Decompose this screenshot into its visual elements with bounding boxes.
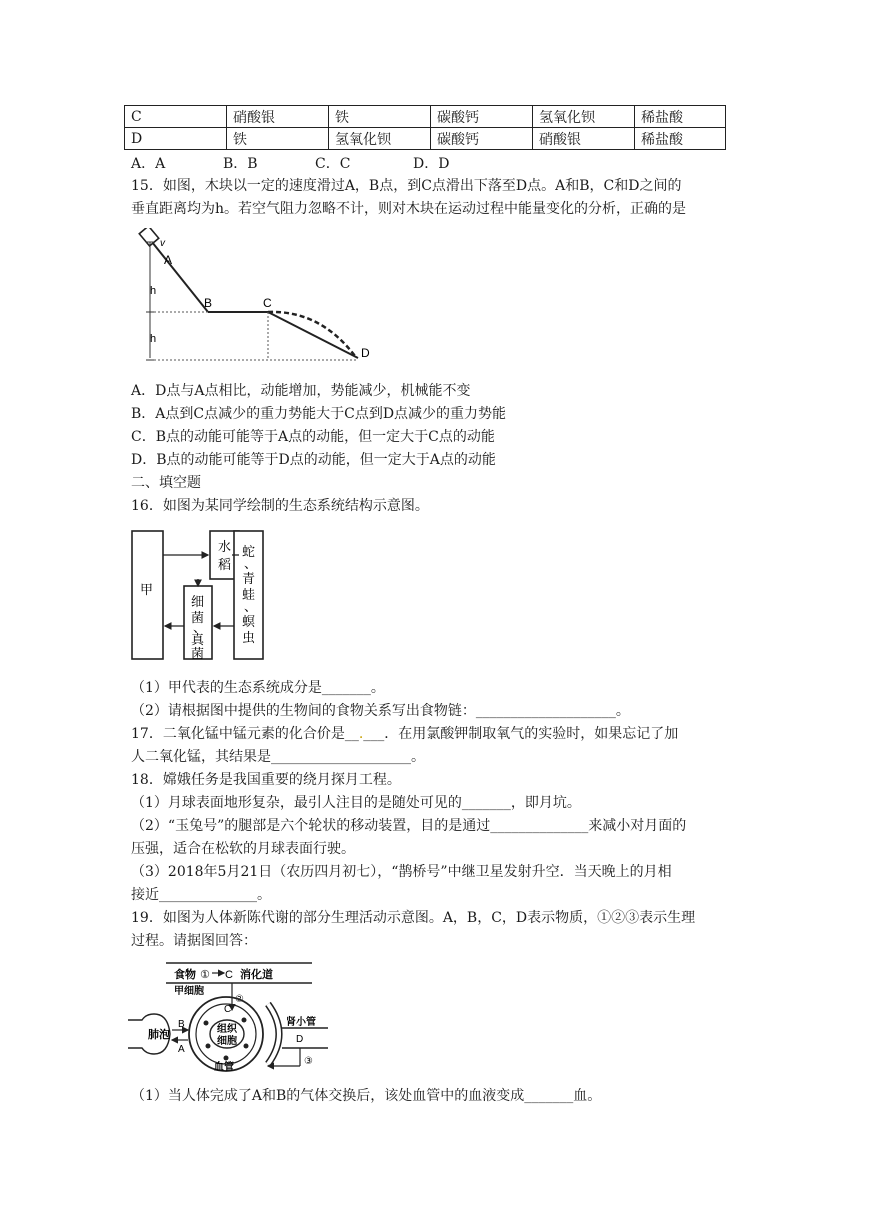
choice-c: C．C	[315, 156, 351, 172]
q14-choices	[131, 154, 449, 174]
svg-text:D: D	[296, 1034, 304, 1045]
svg-text:D: D	[361, 346, 370, 360]
svg-text:、: 、	[193, 620, 207, 635]
table-cell: 硝酸银	[227, 106, 329, 128]
table-cell: 铁	[227, 128, 329, 150]
table-cell: C	[125, 106, 227, 128]
svg-text:甲细胞: 甲细胞	[174, 986, 204, 997]
svg-text:蛙: 蛙	[242, 587, 256, 602]
table-cell: 硝酸银	[533, 128, 635, 150]
table-row	[125, 106, 726, 128]
q19-stem-line2: 过程。请据图回答：	[131, 933, 257, 949]
svg-text:血管: 血管	[214, 1062, 234, 1073]
q18-sub3-line1: （3）2018年5月21日（农历四月初七），“鹊桥号”中继卫星发射升空．当天晚上的月相	[131, 864, 672, 880]
q19-stem-line1: 19．如图为人体新陈代谢的部分生理活动示意图。A，B，C，D表示物质，①②③表示生理	[131, 910, 696, 926]
table-cell: D	[125, 128, 227, 150]
q17-line2: 人二氧化锰，其结果是____________________。	[131, 749, 425, 765]
svg-text:组织: 组织	[217, 1024, 237, 1035]
svg-text:C: C	[225, 969, 233, 981]
q15-option-a: A．D点与A点相比，动能增加，势能减少，机械能不变	[131, 383, 471, 399]
q19-figure	[128, 958, 368, 1080]
svg-text:A: A	[164, 253, 173, 267]
svg-text:v: v	[160, 238, 165, 249]
svg-text:螟: 螟	[242, 614, 256, 629]
svg-text:肾小管: 肾小管	[286, 1017, 316, 1028]
q17-line1: 17．二氧化锰中锰元素的化合价是__.___．在用氯酸钾制取氧气的实验时，如果忘记了加	[131, 726, 679, 742]
svg-text:细: 细	[191, 594, 205, 609]
q15-option-c: C．B点的动能可能等于A点的动能，但一定大于C点的动能	[131, 429, 495, 445]
table-cell: 稀盐酸	[635, 106, 726, 128]
table-cell: 氢氧化钡	[533, 106, 635, 128]
svg-text:菌: 菌	[191, 610, 205, 625]
q18-sub1: （1）月球表面地形复杂，最引人注目的是随处可见的_______，即月坑。	[131, 795, 581, 811]
svg-text:稻: 稻	[218, 557, 232, 572]
svg-text:细胞: 细胞	[217, 1036, 237, 1047]
svg-text:肺泡: 肺泡	[148, 1029, 170, 1041]
answer-table	[124, 105, 726, 150]
q15-stem-line1: 15．如图，木块以一定的速度滑过A，B点，到C点滑出下落至D点。A和B，C和D之间的	[131, 178, 682, 194]
q18-sub2-line1: （2）“玉兔号”的腿部是六个轮状的移动装置，目的是通过______________来减小对月面的	[131, 818, 687, 834]
q15-figure	[130, 228, 390, 370]
svg-text:真: 真	[191, 632, 205, 647]
svg-text:h: h	[150, 333, 157, 345]
q15-option-d: D．B点的动能可能等于D点的动能，但一定大于A点的动能	[131, 452, 496, 468]
table-cell: 稀盐酸	[635, 128, 726, 150]
svg-text:②: ②	[235, 994, 244, 1005]
q16-sub1: （1）甲代表的生态系统成分是_______。	[131, 680, 385, 696]
q16-stem: 16．如图为某同学绘制的生态系统结构示意图。	[131, 498, 429, 514]
table-cell: 碳酸钙	[431, 106, 533, 128]
svg-text:C: C	[224, 1004, 232, 1015]
svg-text:蛇: 蛇	[242, 544, 256, 559]
svg-text:A: A	[178, 1044, 185, 1055]
svg-text:B: B	[204, 296, 213, 310]
q18-sub2-line2: 压强，适合在松软的月球表面行驶。	[131, 841, 355, 857]
choice-d: D．D	[413, 156, 450, 172]
svg-text:食物: 食物	[174, 969, 196, 981]
q19-sub1: （1）当人体完成了A和B的气体交换后，该处血管中的血液变成_______血。	[131, 1088, 602, 1104]
choice-a: A．A	[131, 156, 166, 172]
svg-text:水: 水	[218, 539, 232, 554]
svg-text:h: h	[150, 285, 157, 297]
svg-text:B: B	[178, 1019, 185, 1030]
q15-stem-line2: 垂直距离均为h。若空气阻力忽略不计，则对木块在运动过程中能量变化的分析，正确的是	[131, 201, 687, 217]
q15-option-b: B．A点到C点减少的重力势能大于C点到D点减少的重力势能	[131, 406, 507, 422]
table-cell: 铁	[329, 106, 431, 128]
svg-text:、: 、	[244, 599, 258, 614]
svg-text:青: 青	[242, 571, 256, 586]
choice-b: B．B	[223, 156, 258, 172]
q18-sub3-line2: 接近______________。	[131, 887, 271, 903]
q18-stem: 18．嫦娥任务是我国重要的绕月探月工程。	[131, 772, 401, 788]
svg-text:③: ③	[304, 1056, 313, 1067]
svg-text:①: ①	[200, 969, 210, 981]
q16-sub2: （2）请根据图中提供的生物间的食物关系写出食物链：____________________。	[131, 703, 630, 719]
svg-text:、: 、	[244, 556, 258, 571]
table-row	[125, 128, 726, 150]
section-heading: 二、填空题	[131, 475, 201, 491]
table-cell: 碳酸钙	[431, 128, 533, 150]
svg-text:消化道: 消化道	[240, 969, 273, 981]
svg-text:虫: 虫	[242, 630, 256, 645]
q16-decomposer-figure	[130, 524, 270, 669]
svg-text:C: C	[263, 296, 272, 310]
table-cell: 氢氧化钡	[329, 128, 431, 150]
svg-text:菌: 菌	[191, 646, 205, 661]
svg-text:甲: 甲	[140, 582, 154, 597]
